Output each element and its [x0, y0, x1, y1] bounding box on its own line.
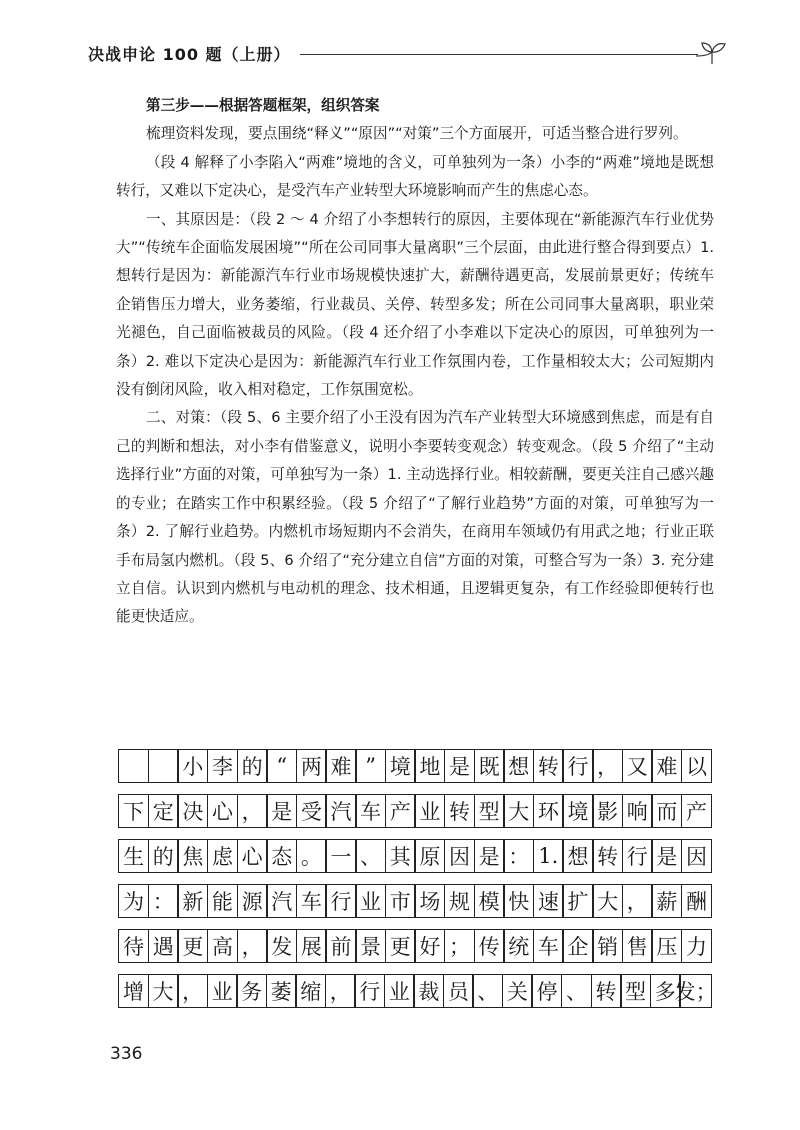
grid-cell: 虑 — [207, 839, 238, 873]
grid-cell: 传 — [474, 929, 505, 963]
grid-cell: 展 — [296, 929, 327, 963]
grid-cell: 以 — [681, 749, 712, 783]
grid-cell: 务 — [236, 974, 267, 1008]
grid-cell: 待 — [118, 929, 149, 963]
grid-cell: 定 — [148, 794, 179, 828]
grid-cell: 境 — [385, 749, 416, 783]
grid-row — [118, 839, 712, 873]
grid-cell: 行 — [562, 749, 593, 783]
grid-cell: 速 — [533, 884, 564, 918]
grid-row — [118, 884, 712, 918]
grid-cell: 境 — [562, 794, 593, 828]
grid-cell: 高 — [207, 929, 238, 963]
grid-cell: ， — [177, 974, 208, 1008]
grid-cell: 决 — [177, 794, 208, 828]
grid-cell: 多 — [650, 974, 681, 1008]
grid-cell: 更 — [385, 929, 416, 963]
grid-cell: ； — [444, 929, 475, 963]
grid-cell: 心 — [207, 794, 238, 828]
book-title: 决战申论 100 题（上册） — [88, 45, 291, 64]
grid-cell: 是 — [651, 839, 682, 873]
grid-cell: 产 — [385, 794, 416, 828]
paragraph: （段 4 解释了小李陷入“两难”境地的含义，可单独列为一条）小李的“两难”境地是既想转行，又难以下定决心，是受汽车产业转型大环境影响而产生的焦虑心态。 — [116, 153, 714, 200]
grid-cell: 型 — [474, 794, 505, 828]
grid-cell: 员 — [443, 974, 474, 1008]
grid-cell: 源 — [237, 884, 268, 918]
answer-grid — [118, 749, 717, 1019]
grid-row — [118, 749, 712, 783]
grid-cell: “ — [266, 749, 297, 783]
grid-cell: ， — [237, 794, 268, 828]
grid-cell: 想 — [562, 839, 593, 873]
grid-cell: 既 — [474, 749, 505, 783]
grid-cell: 焦 — [177, 839, 208, 873]
grid-cell: 产 — [681, 794, 712, 828]
grid-cell: 增 — [118, 974, 149, 1008]
grid-cell: 遇 — [148, 929, 179, 963]
grid-cell: 小 — [177, 749, 208, 783]
grid-cell: 业 — [414, 794, 445, 828]
grid-cell: 转 — [592, 839, 623, 873]
grid-cell: 汽 — [266, 884, 297, 918]
grid-cell: 汽 — [325, 794, 356, 828]
grid-cell: 压 — [651, 929, 682, 963]
grid-cell: 统 — [503, 929, 534, 963]
grid-cell: 缩 — [295, 974, 326, 1008]
grid-cell: 发； — [679, 974, 712, 1008]
answer-explanation — [116, 92, 714, 632]
grid-cell: 的 — [148, 839, 179, 873]
grid-cell: 原 — [414, 839, 445, 873]
grid-cell: 而 — [651, 794, 682, 828]
grid-cell: 模 — [474, 884, 505, 918]
grid-cell: 、 — [561, 974, 592, 1008]
grid-cell: ， — [237, 929, 268, 963]
grid-cell: 其 — [385, 839, 416, 873]
step-heading: 第三步——根据答题框架，组织答案 — [146, 97, 380, 114]
grid-cell: 车 — [355, 794, 386, 828]
grid-row — [118, 974, 717, 1008]
paragraph: 一、其原因是：（段 2 ～ 4 介绍了小李想转行的原因，主要体现在“新能源汽车行业优势大”“传统车企面临发展困境”“所在公司同事大量离职”三个层面，由此进行整合得到要点）1. 想转行是因为：新能源汽车行业市场规模快速扩大，薪酬待遇更高，发展前景更好；传统车企销售压力增大，业务萎缩，行业裁员、关停、转型多发；所在公司同事大量离职，职业荣光褪色，自己面临被裁员的风险。（段 4 还介绍了小李难以下定决心的原因，可单独列为一条）2. 难以下定决心是因为：新能源汽车行业工作氛围内卷，工作量相较太大；公司短期内没有倒闭风险，收入相对稳定，工作氛围宽松。 — [116, 210, 714, 399]
grid-cell: 酬 — [681, 884, 712, 918]
grid-cell: 业 — [355, 884, 386, 918]
grid-cell: 是 — [474, 839, 505, 873]
grid-cell: 因 — [444, 839, 475, 873]
grid-cell: 企 — [562, 929, 593, 963]
grid-cell: 环 — [533, 794, 564, 828]
grid-cell: 1. — [533, 839, 564, 873]
grid-cell: 地 — [414, 749, 445, 783]
grid-cell: 行 — [622, 839, 653, 873]
grid-cell: ” — [355, 749, 386, 783]
grid-cell: 又 — [622, 749, 653, 783]
grid-cell: 发 — [266, 929, 297, 963]
grid-cell: 薪 — [651, 884, 682, 918]
grid-cell: 前 — [325, 929, 356, 963]
grid-cell: 大 — [592, 884, 623, 918]
grid-cell — [148, 749, 179, 783]
grid-cell: 的 — [237, 749, 268, 783]
grid-cell: 力 — [681, 929, 712, 963]
grid-cell: 大 — [503, 794, 534, 828]
grid-cell: 、 — [472, 974, 503, 1008]
grid-cell: 影 — [592, 794, 623, 828]
grid-cell: 是 — [266, 794, 297, 828]
grid-cell: 业 — [207, 974, 238, 1008]
grid-cell — [118, 749, 149, 783]
grid-cell: ， — [325, 974, 356, 1008]
grid-cell: 想 — [503, 749, 534, 783]
page-header — [88, 40, 728, 70]
grid-cell: 转 — [591, 974, 622, 1008]
grid-cell: 两 — [296, 749, 327, 783]
grid-cell: 销 — [592, 929, 623, 963]
grid-cell: 李 — [207, 749, 238, 783]
paragraph: 梳理资料发现，要点围绕“释义”“原因”“对策”三个方面展开，可适当整合进行罗列。 — [146, 125, 688, 143]
grid-cell: 响 — [622, 794, 653, 828]
grid-cell: 型 — [620, 974, 651, 1008]
grid-cell: 行 — [354, 974, 385, 1008]
grid-cell: 市 — [385, 884, 416, 918]
grid-cell: 好 — [414, 929, 445, 963]
grid-cell: 受 — [296, 794, 327, 828]
grid-cell: 规 — [444, 884, 475, 918]
grid-cell: 售 — [622, 929, 653, 963]
grid-cell: 转 — [533, 749, 564, 783]
grid-cell: 态 — [266, 839, 297, 873]
grid-cell: 车 — [296, 884, 327, 918]
grid-cell: 车 — [533, 929, 564, 963]
grid-cell: 能 — [207, 884, 238, 918]
grid-cell: 行 — [325, 884, 356, 918]
grid-cell: ： — [503, 839, 534, 873]
grid-cell: 心 — [237, 839, 268, 873]
grid-cell: 。 — [296, 839, 327, 873]
grid-cell: 难 — [651, 749, 682, 783]
grid-cell: 下 — [118, 794, 149, 828]
grid-cell: 停 — [531, 974, 562, 1008]
grid-cell: 为 — [118, 884, 149, 918]
grid-cell: 扩 — [562, 884, 593, 918]
grid-cell: 场 — [414, 884, 445, 918]
grid-row — [118, 929, 712, 963]
grid-cell: ， — [622, 884, 653, 918]
grid-cell: 快 — [503, 884, 534, 918]
grid-cell: 、 — [355, 839, 386, 873]
grid-cell: 因 — [681, 839, 712, 873]
grid-cell: 一 — [325, 839, 356, 873]
page-number: 336 — [110, 1044, 143, 1064]
paragraph: 二、对策：（段 5、6 主要介绍了小王没有因为汽车产业转型大环境感到焦虑，而是有自己的判断和想法，对小李有借鉴意义，说明小李要转变观念）转变观念。（段 5 介绍了“主动选择行业”方面的对策，可单独写为一条）1. 主动选择行业。相较薪酬，要更关注自己感兴趣的专业；在踏实工作中积累经验。（段 5 介绍了“了解行业趋势”方面的对策，可单独写为一条）2. 了解行业趋势。内燃机市场短期内不会消失，在商用车领域仍有用武之地；行业正联手布局氢内燃机。（段 5、6 介绍了“充分建立自信”方面的对策，可整合写为一条）3. 充分建立自信。认识到内燃机与电动机的理念、技术相通，且逻辑更复杂，有工作经验即便转行也能更快适应。 — [116, 409, 714, 626]
grid-row — [118, 794, 712, 828]
grid-cell: 裁 — [413, 974, 444, 1008]
sprout-icon — [694, 40, 728, 66]
grid-cell: 大 — [148, 974, 179, 1008]
grid-cell: 转 — [444, 794, 475, 828]
grid-cell: 更 — [177, 929, 208, 963]
grid-cell: ： — [148, 884, 179, 918]
grid-cell: 景 — [355, 929, 386, 963]
grid-cell: 是 — [444, 749, 475, 783]
grid-cell: 难 — [325, 749, 356, 783]
header-rule — [300, 54, 698, 55]
grid-cell: 生 — [118, 839, 149, 873]
grid-cell: 新 — [177, 884, 208, 918]
grid-cell: ， — [592, 749, 623, 783]
grid-cell: 关 — [502, 974, 533, 1008]
grid-cell: 萎 — [266, 974, 297, 1008]
grid-cell: 业 — [384, 974, 415, 1008]
